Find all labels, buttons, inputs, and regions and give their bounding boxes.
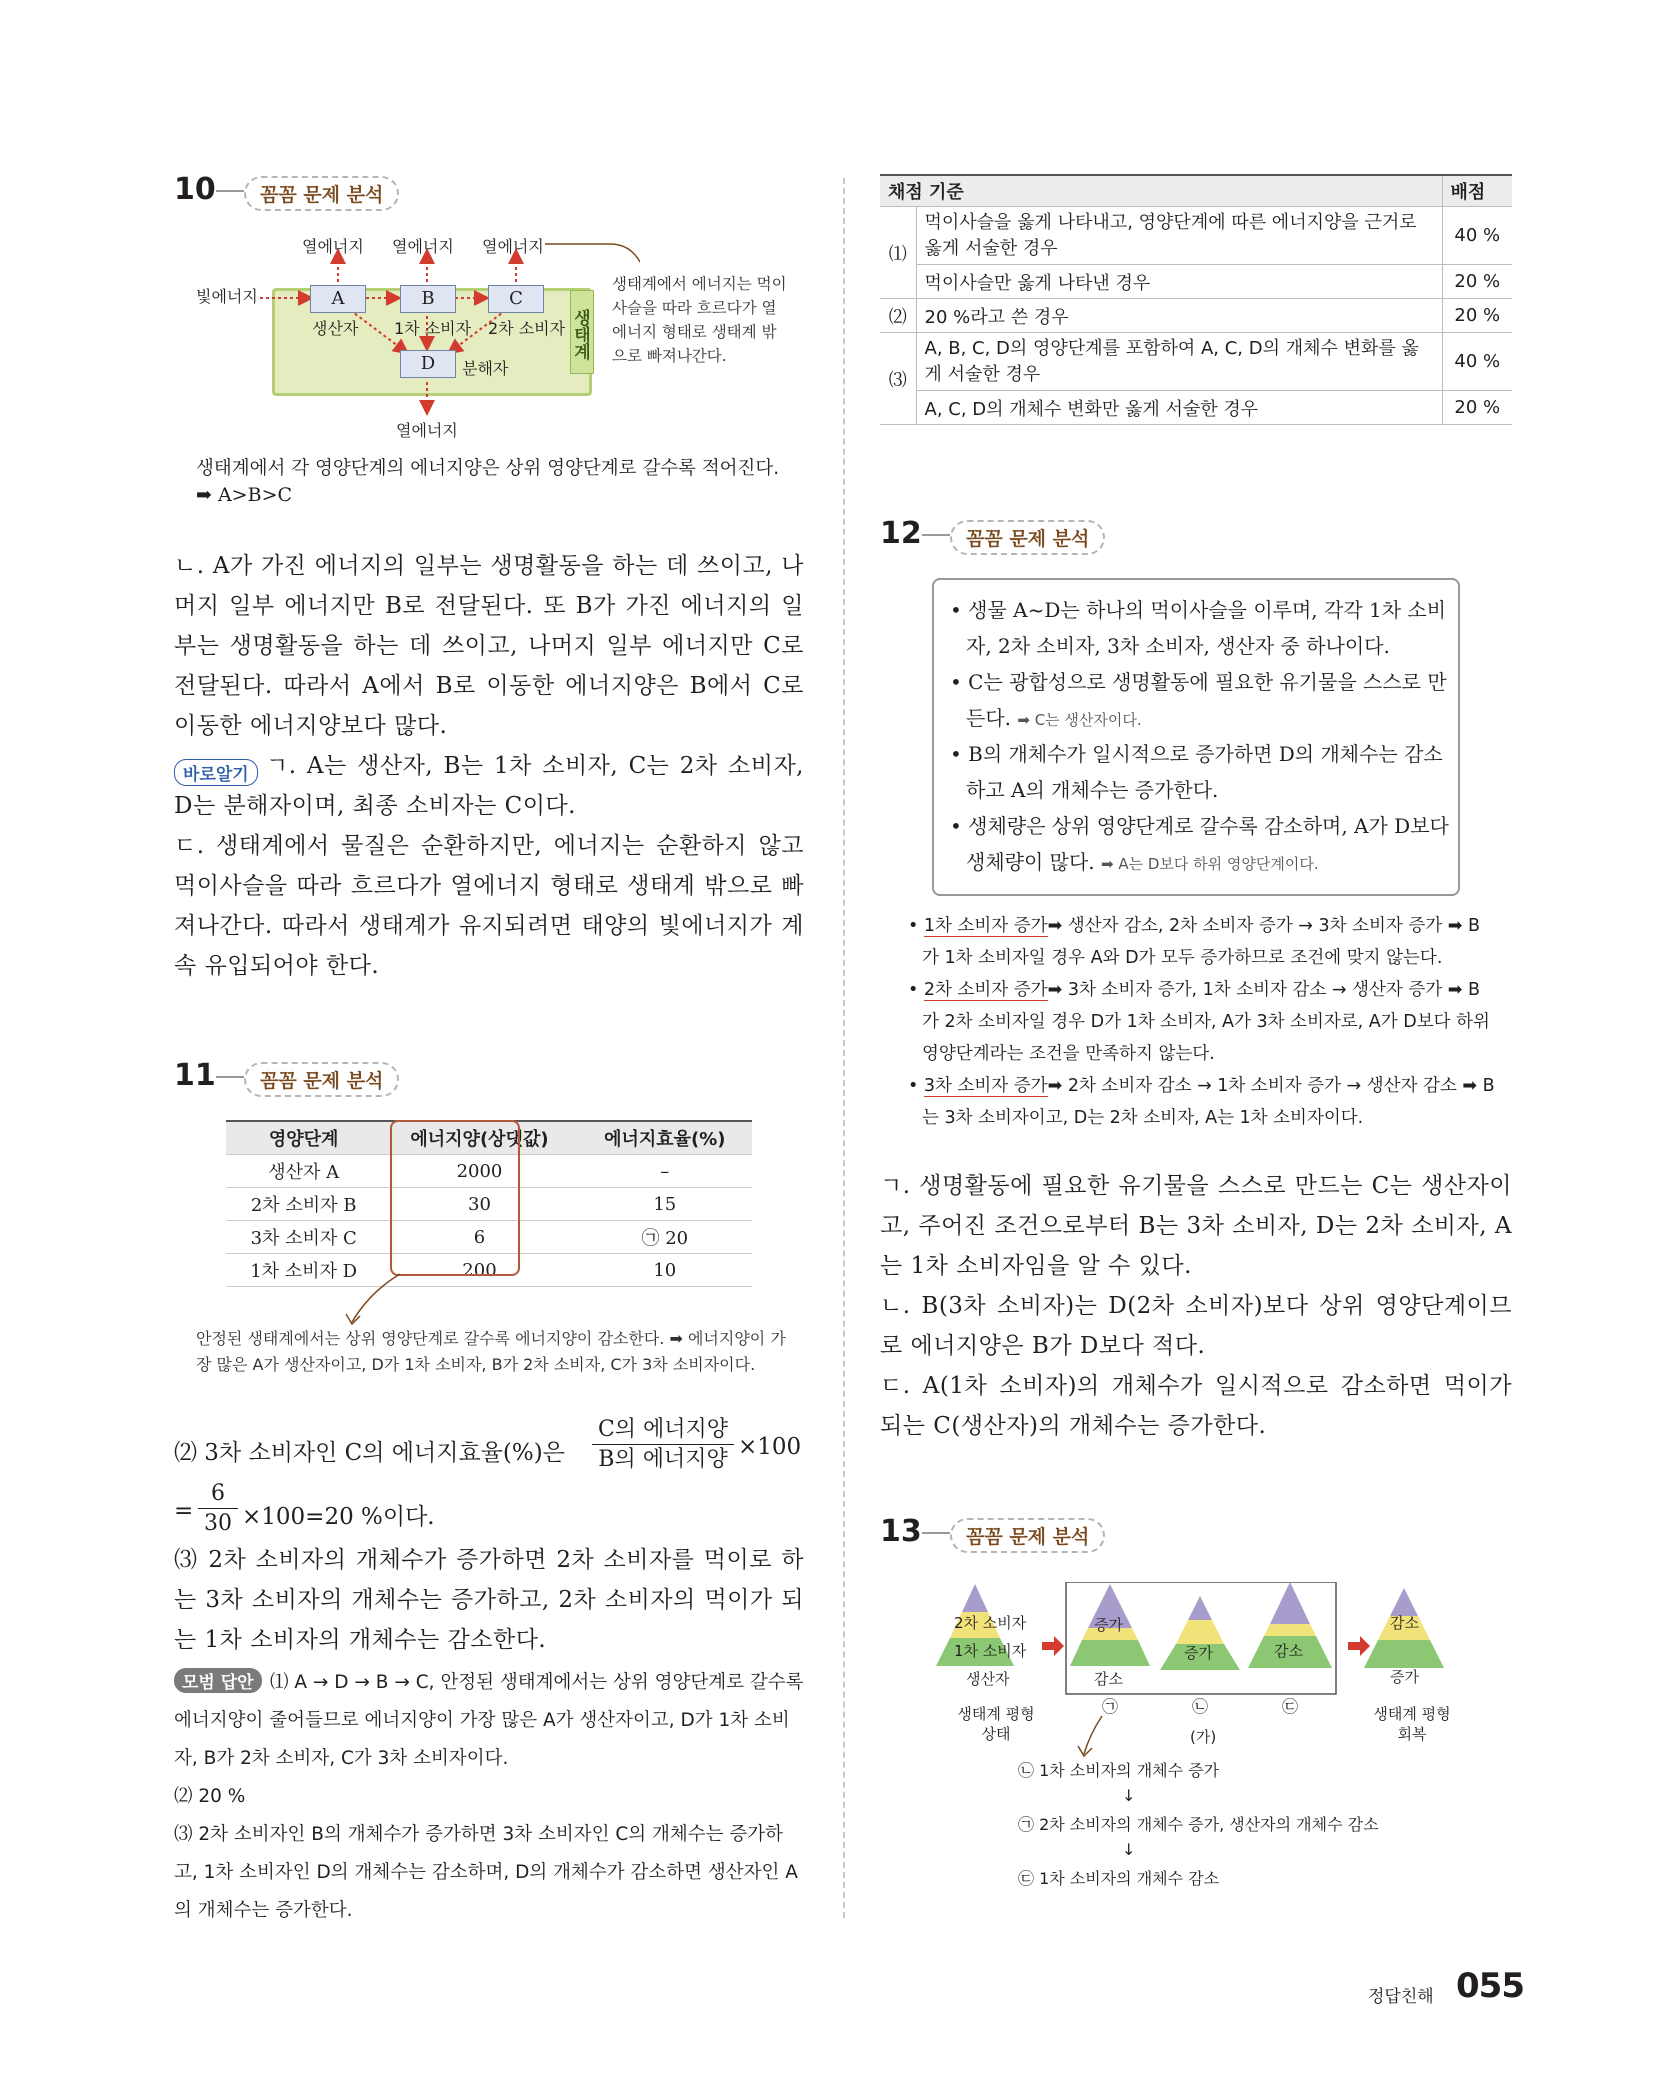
cell: ㉠ 20 [578, 1221, 752, 1254]
analysis-label: 꼼꼼 문제 분석 [950, 1518, 1105, 1553]
points-header: 배점 [1442, 175, 1512, 207]
page-number: 055 [1456, 1966, 1524, 2006]
fraction-numerator: C의 에너지양 [592, 1416, 734, 1445]
model-answer-2: ⑵ 20 % [174, 1786, 246, 1807]
case-1: • 1차 소비자 증가➡ 생산자 감소, 2차 소비자 증가 → 3차 소비자 증가 ➡ B가 1차 소비자일 경우 A와 D가 모두 증가하므로 조건에 맞지 않는다. [908, 916, 1480, 968]
fraction-numerator: 6 [198, 1480, 238, 1509]
case-1-title: 1차 소비자 증가 [923, 916, 1048, 936]
connector-line [922, 1532, 950, 1534]
connector-line [922, 534, 950, 536]
level-1-label: 1차 소비자 [954, 1642, 1027, 1660]
model-answer-badge: 모범 답안 [174, 1668, 262, 1693]
efficiency-result: ×100=20 %이다. [242, 1504, 435, 1530]
analysis-label: 꼼꼼 문제 분석 [244, 176, 399, 211]
wrong-answer-badge: 바로알기 [174, 759, 258, 786]
criteria-number: ⑶ [880, 333, 916, 425]
heat-label: 열에너지 [392, 237, 454, 256]
fraction-denominator: B의 에너지양 [598, 1447, 728, 1472]
flow-step-1: ㉡ 1차 소비자의 개체수 증가 [1018, 1761, 1220, 1780]
case-1-text: ➡ 생산자 감소, 2차 소비자 증가 → 3차 소비자 증가 ➡ B가 1차 소비자일 경우 A와 D가 모두 증가하므로 조건에 맞지 않는다. [922, 916, 1480, 968]
header-efficiency: 에너지효율(%) [578, 1121, 752, 1155]
question-number: 13 [880, 1514, 922, 1549]
column-divider [843, 178, 845, 1918]
q12-explanation-2: ㄴ. B(3차 소비자)는 D(2차 소비자)보다 상위 영양단계이므로 에너지양은 B가 D보다 적다. [880, 1293, 1512, 1359]
ecosystem-label: 생태계 [570, 290, 594, 374]
flow-down-arrow: ↓ [1122, 1786, 1136, 1805]
connector-line [216, 190, 244, 192]
cell: 6 [381, 1221, 577, 1254]
decrease-label: 감소 [1274, 1642, 1303, 1660]
condition-2 [946, 664, 1450, 738]
criteria-points: 40 % [1442, 207, 1512, 265]
equilibrium-state-label: 생태계 평형 상태 [957, 1705, 1035, 1743]
question-number: 12 [880, 516, 922, 551]
q10-explanation-1: ㄴ. A가 가진 에너지의 일부는 생명활동을 하는 데 쓰이고, 나머지 일부 에너지만 B로 전달된다. 또 B가 가진 에너지의 일부는 생명활동을 하는 데 쓰이고, 나머지 일부 에너지만 C로 전달된다. 따라서 A에서 B로 이동한 에너지양은 B에서 C로 이동한 에너지양보다 많다. [174, 553, 804, 739]
cell: 2차 소비자 B [226, 1188, 381, 1221]
q12-explanation-1: ㄱ. 생명활동에 필요한 유기물을 스스로 만드는 C는 생산자이고, 주어진 조건으로부터 B는 3차 소비자, D는 2차 소비자, A는 1차 소비자임을 알 수 있다. [880, 1173, 1512, 1279]
heat-label: 열에너지 [302, 237, 364, 256]
note-arrow [340, 1272, 420, 1332]
criteria-text: A, B, C, D의 영양단계를 포함하여 A, C, D의 개체수 변화를 옳게 서술한 경우 [916, 333, 1442, 391]
analysis-label: 꼼꼼 문제 분석 [950, 520, 1105, 555]
node-d: D [400, 350, 456, 378]
condition-1: • 생물 A~D는 하나의 먹이사슬을 이루며, 각각 1차 소비자, 2차 소비자, 3차 소비자, 생산자 중 하나이다. [950, 598, 1447, 658]
criteria-points: 40 % [1442, 333, 1512, 391]
level-0-label: 생산자 [966, 1670, 1010, 1688]
criteria-number: ⑵ [880, 299, 916, 333]
header-energy: 에너지양(상댓값) [381, 1121, 577, 1155]
decrease-label: 감소 [1390, 1614, 1419, 1632]
times-100: ×100 [738, 1434, 802, 1460]
case-3-title: 3차 소비자 증가 [923, 1076, 1048, 1096]
case-3: • 3차 소비자 증가➡ 2차 소비자 감소 → 1차 소비자 증가 → 생산자 감소 ➡ B는 3차 소비자이고, D는 2차 소비자, A는 1차 소비자이다. [908, 1076, 1495, 1128]
increase-label: 증가 [1094, 1616, 1123, 1634]
cell: 1차 소비자 D [226, 1254, 381, 1287]
efficiency-formula-text: ⑵ 3차 소비자인 C의 에너지효율(%)은 [174, 1440, 565, 1466]
header-stage: 영양단계 [226, 1121, 381, 1155]
criteria-text: 20 %라고 쓴 경우 [916, 299, 1442, 333]
energy-highlight [390, 1120, 520, 1276]
flow-step-2: ㉠ 2차 소비자의 개체수 증가, 생산자의 개체수 감소 [1018, 1815, 1379, 1834]
criteria-text: A, C, D의 개체수 변화만 옳게 서술한 경우 [916, 391, 1442, 425]
condition-4 [946, 808, 1450, 882]
criteria-number: ⑴ [880, 207, 916, 299]
condition-4-text: • 생체량은 상위 영양단계로 갈수록 감소하며, A가 D보다 생체량이 많다. [950, 814, 1449, 874]
cell: 30 [381, 1188, 577, 1221]
equals-sign: = [174, 1498, 194, 1524]
diagram-note: 생태계에서 에너지는 먹이사슬을 따라 흐르다가 열에너지 형태로 생태계 밖으로 빠져나간다. [612, 275, 787, 365]
first-consumer-label: 1차 소비자 [394, 319, 472, 338]
cell: 2000 [381, 1155, 577, 1188]
criteria-text: 먹이사슬만 옳게 나타낸 경우 [916, 265, 1442, 299]
node-a: A [310, 285, 366, 313]
analysis-label: 꼼꼼 문제 분석 [244, 1062, 399, 1097]
summary-result: ➡ A>B>C [196, 484, 293, 506]
cell: 3차 소비자 C [226, 1221, 381, 1254]
light-energy-label: 빛에너지 [196, 287, 258, 306]
cell: 생산자 A [226, 1155, 381, 1188]
node-c: C [488, 285, 544, 313]
q12-explanation-3: ㄷ. A(1차 소비자)의 개체수가 일시적으로 감소하면 먹이가 되는 C(생산자)의 개체수는 증가한다. [880, 1373, 1512, 1439]
cell: 200 [381, 1254, 577, 1287]
heat-label: 열에너지 [482, 237, 544, 256]
criteria-header: 채점 기준 [880, 175, 1442, 207]
condition-3: • B의 개체수가 일시적으로 증가하면 D의 개체수는 감소하고 A의 개체수는 증가한다. [950, 742, 1443, 802]
criteria-points: 20 % [1442, 265, 1512, 299]
q10-explanation-3: ㄷ. 생태계에서 물질은 순환하지만, 에너지는 순환하지 않고 먹이사슬을 따라 흐르다가 열에너지 형태로 생태계 밖으로 빠져나간다. 따라서 생태계가 유지되려면 태양의 빛에너지가 계속 유입되어야 한다. [174, 833, 804, 979]
cell: – [578, 1155, 752, 1188]
connector-line [216, 1076, 244, 1078]
heat-label: 열에너지 [396, 421, 458, 440]
flow-step-3: ㉢ 1차 소비자의 개체수 감소 [1018, 1869, 1220, 1888]
fraction-denominator: 30 [204, 1511, 232, 1536]
case-2-text: ➡ 3차 소비자 증가, 1차 소비자 감소 → 생산자 증가 ➡ B가 2차 소비자일 경우 D가 1차 소비자, A가 3차 소비자로, A가 D보다 하위 영양단계라는 조건을 만족하지 않는다. [922, 980, 1490, 1064]
increase-label: 증가 [1184, 1644, 1213, 1662]
table-note: 안정된 생태계에서는 상위 영양단계로 갈수록 에너지양이 감소한다. ➡ 에너지양이 가장 많은 A가 생산자이고, D가 1차 소비자, B가 2차 소비자, C가 3차 소비자이다. [196, 1329, 786, 1374]
stage-d-label: ㉢ [1282, 1697, 1299, 1716]
decrease-label: 감소 [1094, 1670, 1123, 1688]
case-2-title: 2차 소비자 증가 [923, 980, 1048, 1000]
level-2-label: 2차 소비자 [954, 1614, 1027, 1632]
model-answer-1: ⑴ A → D → B → C, 안정된 생태계에서는 상위 영양단계로 갈수록 에너지양이 줄어들므로 에너지양이 가장 많은 A가 생산자이고, D가 1차 소비자, B가 2차 소비자, C가 3차 소비자이다. [174, 1672, 804, 1769]
cell: 10 [578, 1254, 752, 1287]
criteria-points: 20 % [1442, 299, 1512, 333]
second-consumer-label: 2차 소비자 [488, 319, 566, 338]
flow-arrow [1070, 1714, 1110, 1764]
condition-2-note: ➡ C는 생산자이다. [1017, 711, 1142, 729]
question-number: 10 [174, 172, 216, 207]
ga-label: (가) [1190, 1728, 1217, 1746]
condition-4-note: ➡ A는 D보다 하위 영양단계이다. [1101, 855, 1319, 873]
criteria-text: 먹이사슬을 옳게 나타내고, 영양단계에 따른 에너지양을 근거로 옳게 서술한 경우 [916, 207, 1442, 265]
question-number: 11 [174, 1058, 216, 1093]
node-b: B [400, 285, 456, 313]
q10-explanation-2: ㄱ. A는 생산자, B는 1차 소비자, C는 2차 소비자, D는 분해자이며, 최종 소비자는 C이다. [174, 753, 804, 819]
increase-label: 증가 [1390, 1668, 1419, 1686]
stage-n-label: ㉡ [1192, 1697, 1209, 1716]
criteria-points: 20 % [1442, 391, 1512, 425]
flow-down-arrow: ↓ [1122, 1840, 1136, 1859]
q11-explanation-3: ⑶ 2차 소비자의 개체수가 증가하면 2차 소비자를 먹이로 하는 3차 소비자의 개체수는 증가하고, 2차 소비자의 먹이가 되는 1차 소비자의 개체수는 감소한다. [174, 1547, 804, 1653]
condition-2-text: • C는 광합성으로 생명활동에 필요한 유기물을 스스로 만든다. [950, 670, 1447, 730]
stage-g-label: ㉠ [1102, 1697, 1119, 1716]
decomposer-label: 분해자 [462, 359, 509, 378]
case-3-text: ➡ 2차 소비자 감소 → 1차 소비자 증가 → 생산자 감소 ➡ B는 3차 소비자이고, D는 2차 소비자, A는 1차 소비자이다. [922, 1076, 1495, 1128]
case-2: • 2차 소비자 증가➡ 3차 소비자 증가, 1차 소비자 감소 → 생산자 증가 ➡ B가 2차 소비자일 경우 D가 1차 소비자, A가 3차 소비자로, A가 D보다 하위 영양단계라는 조건을 만족하지 않는다. [908, 980, 1490, 1064]
cell: 15 [578, 1188, 752, 1221]
producer-label: 생산자 [312, 319, 359, 338]
model-answer-3: ⑶ 2차 소비자인 B의 개체수가 증가하면 3차 소비자인 C의 개체수는 증가하고, 1차 소비자인 D의 개체수는 감소하며, D의 개체수가 감소하면 생산자인 A의 개체수는 증가한다. [174, 1824, 798, 1921]
recovery-state-label: 생태계 평형 회복 [1373, 1705, 1451, 1743]
summary-text: 생태계에서 각 영양단계의 에너지양은 상위 영양단계로 갈수록 적어진다. [196, 458, 780, 479]
scoring-table [880, 174, 1512, 425]
footer-label: 정답친해 [1368, 1987, 1434, 2007]
